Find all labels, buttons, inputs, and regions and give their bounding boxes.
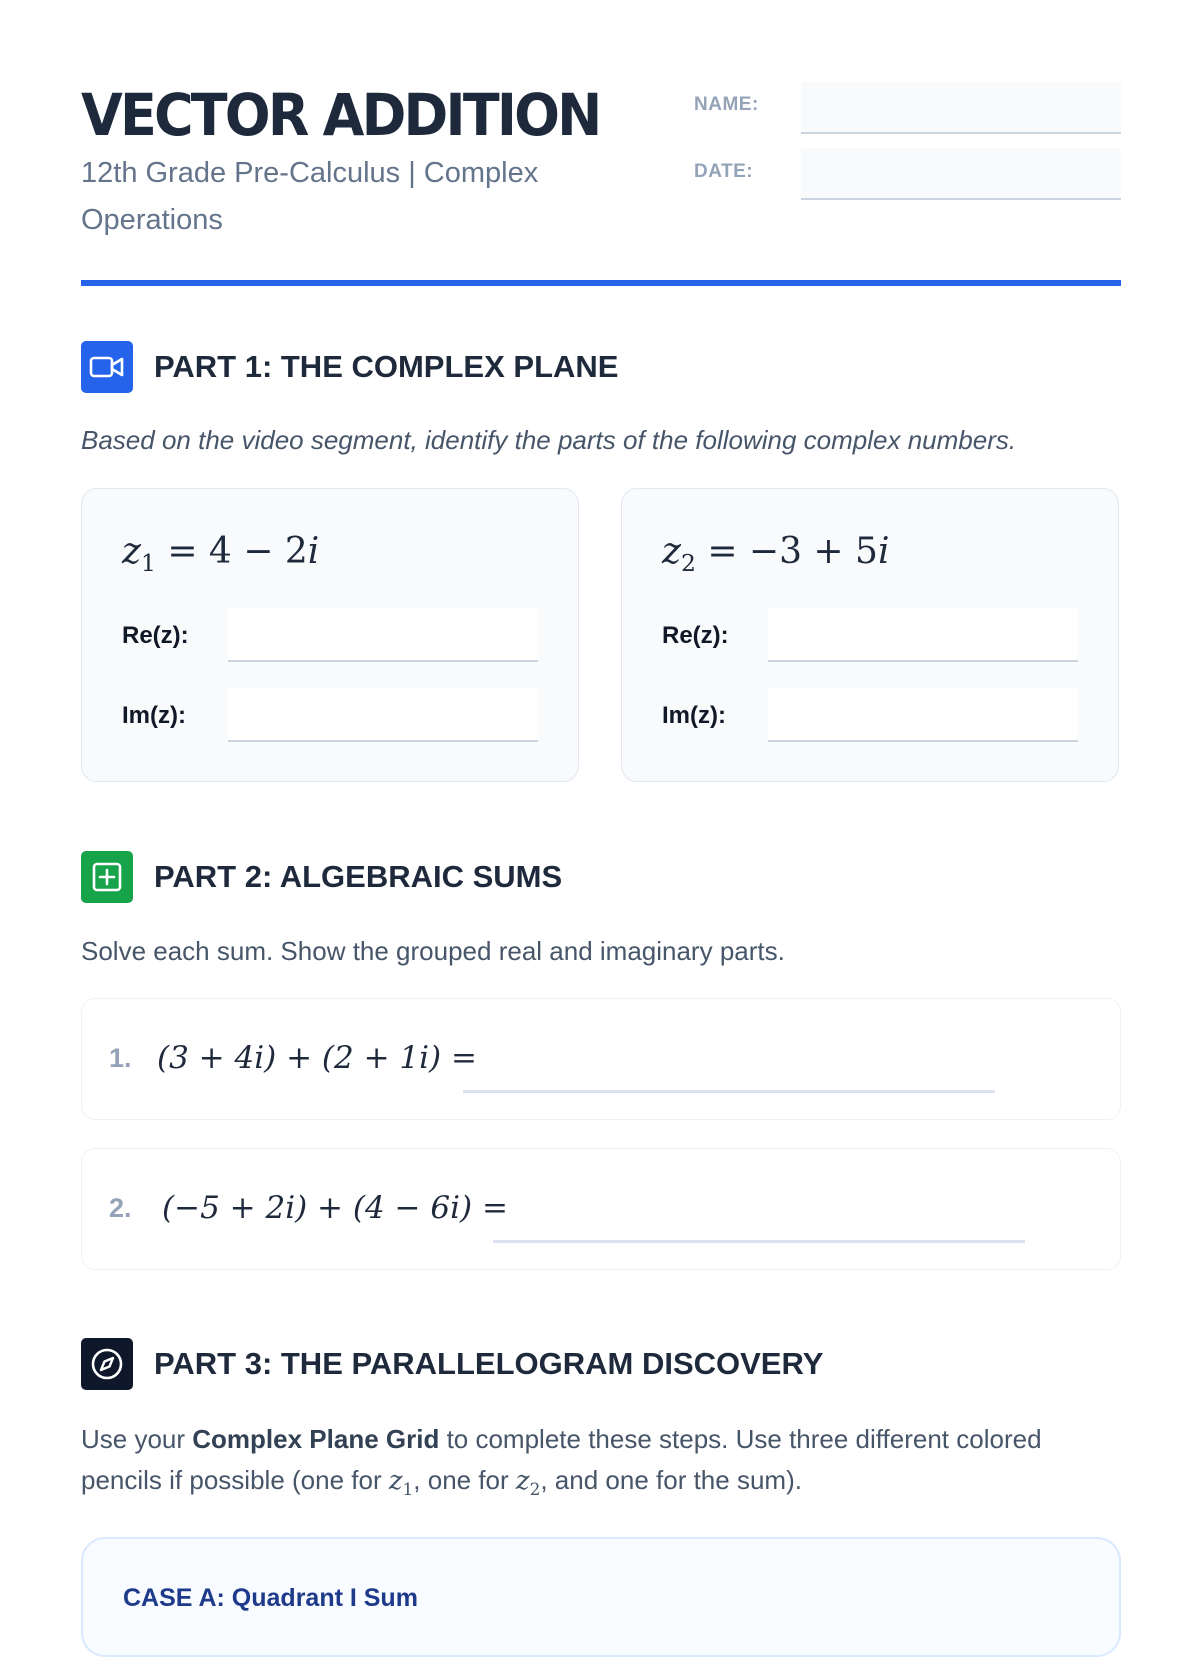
date-field[interactable] (801, 148, 1121, 200)
z2-inline: $z_2$ (515, 1466, 541, 1500)
compass-icon (81, 1338, 133, 1390)
answer-line-1[interactable] (463, 1090, 995, 1093)
part3-instruction: Use your Complex Plane Grid to complete these steps. Use three different colored pencils if possible (one for $z_1$, one for $z_2$, and one for the sum). (81, 1424, 1042, 1500)
problem-number: 1. (109, 1043, 132, 1073)
part1-instruction: Based on the video segment, identify the parts of the following complex numbers. (81, 425, 1017, 455)
part2-header (81, 851, 1121, 903)
part2-instruction: Solve each sum. Show the grouped real and imaginary parts. (81, 936, 785, 966)
sum-problem-1 (81, 998, 1121, 1120)
real-part-label: Re(z): (662, 622, 729, 649)
part3-header (81, 1338, 1121, 1390)
part1-title: PART 1: THE COMPLEX PLANE (154, 349, 619, 384)
z1-real-part-input[interactable] (228, 608, 538, 662)
z1-expression: $z_1 = 4 - 2i$ (122, 531, 320, 578)
worksheet-header (81, 80, 1121, 288)
z1-inline: $z_1$ (388, 1466, 414, 1500)
date-label: DATE: (694, 161, 754, 182)
part2-title: PART 2: ALGEBRAIC SUMS (154, 859, 563, 894)
problem-expression: (3 + 4i) + (2 + 1i) = (157, 1040, 477, 1076)
answer-line-2[interactable] (493, 1240, 1025, 1243)
case-a-title: CASE A: Quadrant I Sum (123, 1584, 418, 1612)
complex-number-card-1 (81, 488, 579, 782)
worksheet-subtitle: 12th Grade Pre-Calculus | Complex Operations (81, 157, 539, 236)
sum-problem-2 (81, 1148, 1121, 1270)
video-camera-icon (81, 341, 133, 393)
problem-expression: (−5 + 2i) + (4 − 6i) = (162, 1190, 508, 1226)
z2-expression: $z_2 = -3 + 5i$ (662, 531, 890, 578)
header-divider (81, 280, 1121, 286)
imaginary-part-label: Im(z): (122, 702, 186, 729)
name-label: NAME: (694, 94, 759, 115)
problem-number: 2. (109, 1193, 132, 1223)
name-field[interactable] (801, 82, 1121, 134)
z2-imaginary-part-input[interactable] (768, 688, 1078, 742)
real-part-label: Re(z): (122, 622, 189, 649)
z1-imaginary-part-input[interactable] (228, 688, 538, 742)
part1-header (81, 341, 1121, 393)
case-a-box (81, 1537, 1121, 1657)
plus-square-icon (81, 851, 133, 903)
imaginary-part-label: Im(z): (662, 702, 726, 729)
complex-number-card-2 (621, 488, 1119, 782)
complex-plane-grid-emphasis: Complex Plane Grid (192, 1424, 440, 1454)
part3-title: PART 3: THE PARALLELOGRAM DISCOVERY (154, 1346, 824, 1381)
worksheet-title: VECTOR ADDITION (81, 81, 600, 149)
z2-real-part-input[interactable] (768, 608, 1078, 662)
